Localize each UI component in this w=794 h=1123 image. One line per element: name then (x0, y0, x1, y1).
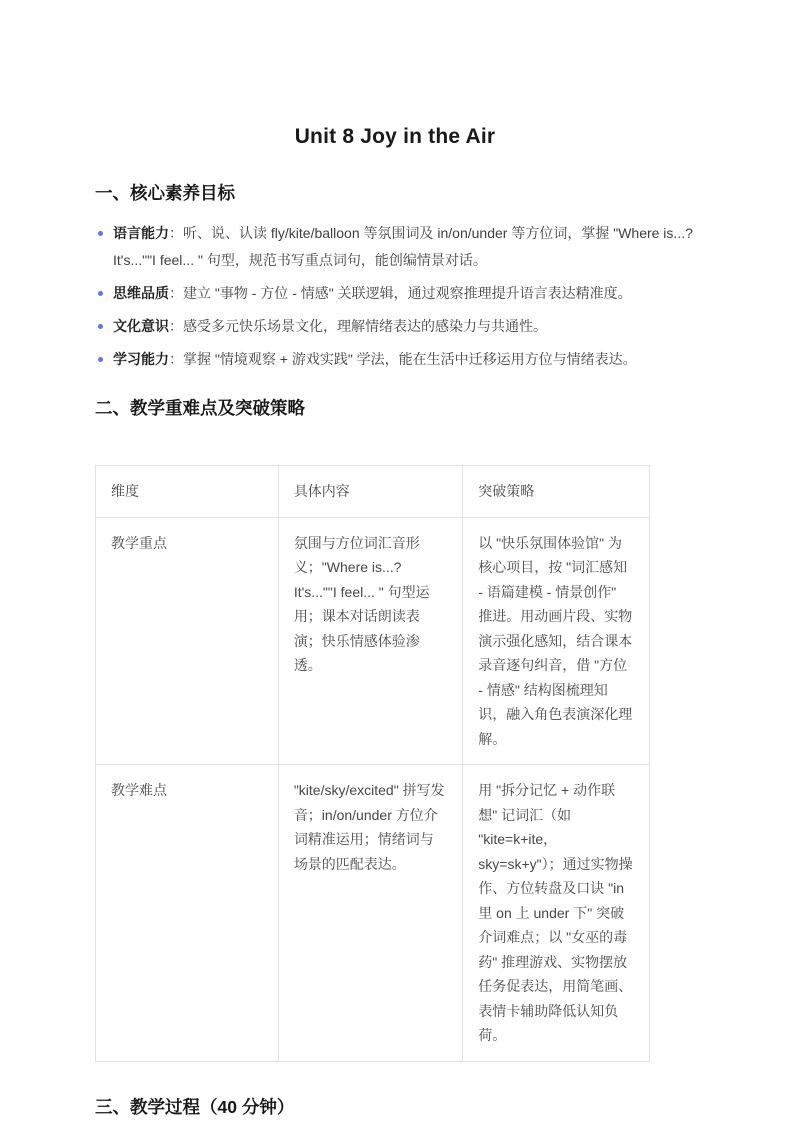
table-row-key-point (96, 517, 650, 765)
table-header-strategy: 突破策略 (463, 466, 650, 518)
table-row-difficulty (96, 765, 650, 1062)
bullet-label: 思维品质 (113, 285, 169, 301)
table-header-dimension: 维度 (96, 466, 279, 518)
bullet-text: ：掌握 "情境观察 + 游戏实践" 学法，能在生活中迁移运用方位与情绪表达。 (169, 351, 637, 367)
list-item-learning-ability (98, 346, 695, 373)
bullet-label: 学习能力 (113, 351, 169, 367)
cell-dimension: 教学重点 (96, 517, 279, 765)
table-header-content: 具体内容 (278, 466, 462, 518)
cell-dimension: 教学难点 (96, 765, 279, 1062)
bullet-text: ：感受多元快乐场景文化，理解情绪表达的感染力与共通性。 (169, 318, 547, 334)
cell-content: 氛围与方位词汇音形义；"Where is...? It's...""I feel... " 句型运用；课本对话朗读表演；快乐情感体验渗透。 (278, 517, 462, 765)
list-item-language-ability (98, 220, 695, 274)
section-heading-teaching-process: 三、教学过程（40 分钟） (95, 1096, 295, 1117)
bullet-dot-icon (98, 357, 103, 362)
bullet-text: ：听、说、认读 fly/kite/balloon 等氛围词及 in/on/under 等方位词，掌握 "Where is...? It's...""I feel... " 句型，规范书写重点词句，能创编情景对话。 (113, 225, 693, 268)
bullet-dot-icon (98, 324, 103, 329)
cell-content: "kite/sky/excited" 拼写发音；in/on/under 方位介词精准运用；情绪词与场景的匹配表达。 (278, 765, 462, 1062)
section-heading-key-points: 二、教学重难点及突破策略 (95, 398, 305, 418)
bullet-label: 文化意识 (113, 318, 169, 334)
cell-strategy: 以 "快乐氛围体验馆" 为核心项目，按 "词汇感知 - 语篇建模 - 情景创作" 推进。用动画片段、实物演示强化感知，结合课本录音逐句纠音，借 "方位 - 情感" 结构图梳理知识，融入角色表演深化理解。 (463, 517, 650, 765)
section-heading-core-literacy: 一、核心素养目标 (95, 183, 235, 203)
key-points-table (95, 465, 650, 1062)
bullet-text: ：建立 "事物 - 方位 - 情感" 关联逻辑，通过观察推理提升语言表达精准度。 (169, 285, 632, 301)
table-header-row (96, 466, 650, 518)
core-literacy-list (95, 220, 695, 373)
cell-strategy: 用 "拆分记忆 + 动作联想" 记词汇（如 "kite=k+ite，sky=sk+y"）；通过实物操作、方位转盘及口诀 "in 里 on 上 under 下" 突破介词难点；以 "女巫的毒药" 推理游戏、实物摆放任务促表达，用简笔画、表情卡辅助降低认知负荷。 (463, 765, 650, 1062)
bullet-dot-icon (98, 291, 103, 296)
bullet-label: 语言能力 (113, 225, 169, 241)
list-item-thinking-quality (98, 280, 695, 307)
list-item-cultural-awareness (98, 313, 695, 340)
document-title: Unit 8 Joy in the Air (294, 125, 496, 148)
bullet-dot-icon (98, 231, 103, 236)
